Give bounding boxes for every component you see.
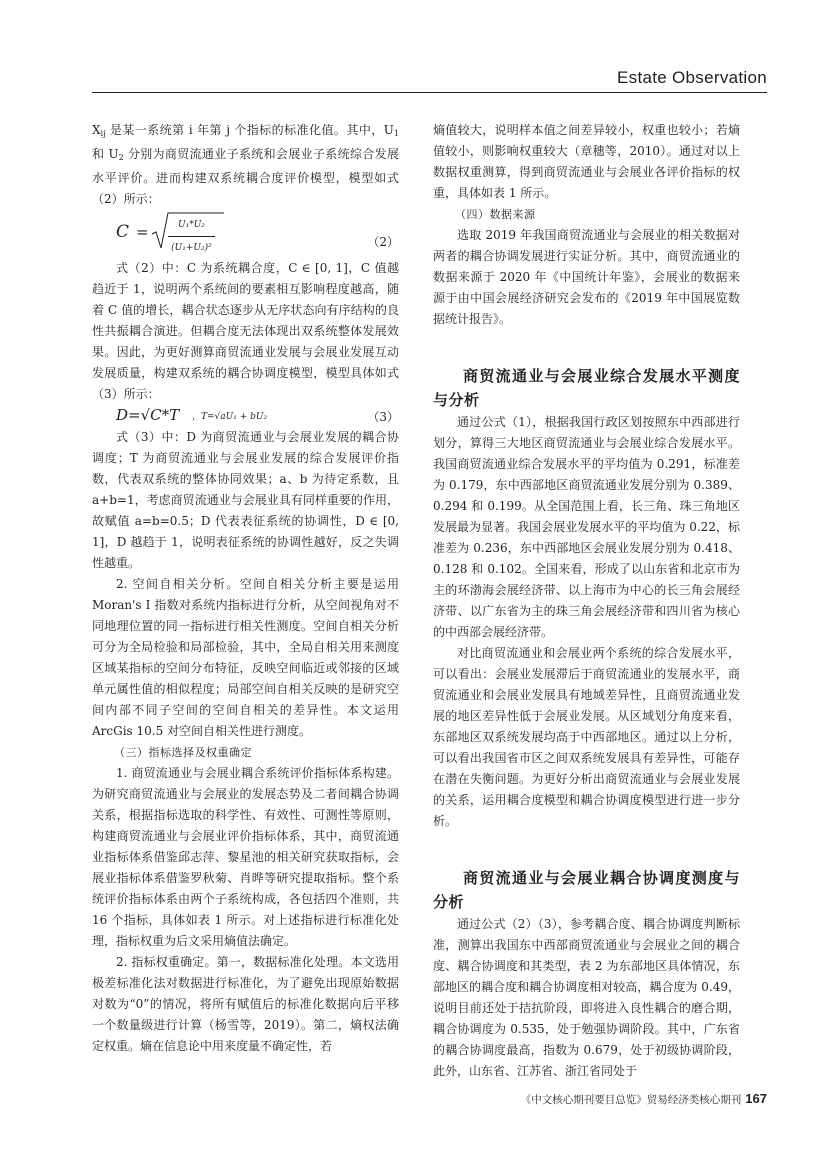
section-heading-data-source: （四）数据来源 bbox=[455, 208, 536, 221]
paragraph-indicator-system: 1. 商贸流通业与会展业耦合系统评价指标体系构建。为研究商贸流通业与会展业的发展态势及二者间耦合协调关系，根据指标选取的科学性、有效性、可测性等原则，构建商贸流通业与会展业评价指标体系，其中，商贸流通业指标体系借鉴邱志萍、黎星池的相关研究获取指标，会展业指标体系借鉴罗秋菊、肖晔等研究提取指标。整个系统评价指标体系由两个子系统构成，各包括四个准则，共 16 个指标，具体如表 1 所示。对上述指标进行标准化处理，指标权重为后文采用熵值法确定。 bbox=[92, 766, 399, 948]
running-header-title: Estate Observation bbox=[617, 68, 767, 87]
paragraph-spatial-autocorrelation: 2. 空间自相关分析。空间自相关分析主要是运用 Moran's I 指数对系统内指标进行分析，从空间视角对不同地理位置的同一指标进行相关性测度。空间自相关分析可分为全局检验和局部检验，其中，全局自相关用来测度区域某指标的空间分布特征，反映空间临近或邻接的区域单元属性值的相似程度；局部空间自相关反映的是研究空间内部不同子空间的空间自相关的差异性。本文运用 ArcGis 10.5 对空间自相关性进行测度。 bbox=[92, 577, 399, 738]
paragraph-coupling-explanation: 式（2）中：C 为系统耦合度，C ∈ [0, 1]，C 值越趋近于 1，说明两个系统间的要素相互影响程度越高，随着 C 值的增长，耦合状态逐步从无序状态向有序结构的良性共振耦合演进。但耦合度无法体现出双系统整体发展效果。因此，为更好测算商贸流通业发展与会展业发展互动发展质量，构建双系统的耦合协调度模型，模型具体如式（3）所示： bbox=[92, 261, 399, 401]
footer-journal: 《中文核心期刊要目总览》贸易经济类核心期刊 bbox=[520, 1094, 742, 1106]
paragraph-coupling-results: 通过公式（2）（3），参考耦合度、耦合协调度判断标准，测算出我国东中西部商贸流通业与会展业之间的耦合度、耦合协调度和其类型，表 2 为东部地区具体情况，东部地区的耦合度和耦合协调度相对较高，耦合度为 0.49，说明目前还处于拮抗阶段，即将进入良性耦合的磨合期，耦合协调度为 0.535，处于勉强协调阶段。其中，广东省的耦合协调度最高，指数为 0.679，处于初级协调阶段，此外，山东省、江苏省、浙江省同处于 bbox=[433, 917, 740, 1078]
paragraph-coordination-explanation: 式（3）中：D 为商贸流通业与会展业发展的耦合协调度；T 为商贸流通业与会展业发展的综合发展评价指数，代表双系统的整体协同效果；a、b 为待定系数，且 a+b=1，考虑商贸流通业与会展业具有同样重要的作用，故赋值 a=b=0.5；D 代表表征系统的协调性，D ∈ [0, 1]，D 越趋于 1，说明表征系统的协调性越好，反之失调性越重。 bbox=[92, 430, 399, 570]
section-heading-indicators: （三）指标选择及权重确定 bbox=[114, 746, 252, 759]
formula-2-fraction: $\frac{\text{U₁*U₂}}{\text{(U₁+U₂)²}}$ bbox=[168, 215, 215, 259]
paragraph-data-source: 选取 2019 年我国商贸流通业与会展业的相关数据对两者的耦合协调发展进行实证分析。其中，商贸流通业的数据来源于 2020 年《中国统计年鉴》，会展业的数据来源于由中国会展经济研究会发布的《2019 年中国展览数据统计报告》。 bbox=[433, 228, 740, 326]
paragraph-symbol-definition: $X_{ij}$ 是某一系统第 i 年第 j 个指标的标准化值。其中，$U_1$ 和 $U_2$ 分别为商贸流通业子系统和会展业子系统综合发展水平评价。进而构建双系统耦合度评价模型，模型如式（2）所示： bbox=[92, 123, 399, 206]
formula-2: C = $\frac{\text{U₁*U₂}}{\text{(U₁+U₂)²}}$ （2） bbox=[92, 212, 399, 258]
formula-3: D=√C*T ，T=√aU₁ + bU₂ （3） bbox=[92, 405, 399, 427]
page-footer bbox=[521, 1091, 767, 1107]
paragraph-entropy-continued: 熵值较大，说明样本值之间差异较小，权重也较小；若熵值较小，则影响权重较大（章穗等，2010）。通过对以上数据权重测算，得到商贸流通业与会展业各评价指标的权重，具体如表 1 所示。 bbox=[433, 123, 740, 200]
paragraph-comparison: 对比商贸流通业和会展业两个系统的综合发展水平，可以看出：会展业发展滞后于商贸流通业的发展水平，商贸流通业和会展业发展具有地域差异性，且商贸流通业发展的地区差异性低于会展业发展。从区域划分角度来看，东部地区双系统发展均高于中西部地区。通过以上分析，可以看出我国省市区之间双系统发展具有差异性，可能存在潜在失衡问题。为更好分析出商贸流通业与会展业发展的关系，运用耦合度模型和耦合协调度模型进行进一步分析。 bbox=[433, 646, 740, 828]
formula-2-number: （2） bbox=[367, 235, 399, 249]
right-column bbox=[433, 120, 740, 1082]
formula-3-number: （3） bbox=[367, 410, 399, 424]
left-column bbox=[92, 120, 399, 1057]
paragraph-development-level: 通过公式（1），根据我国行政区划按照东中西部进行划分，算得三大地区商贸流通业与会展业综合发展水平。我国商贸流通业综合发展水平的平均值为 0.291，标准差为 0.179，东中西部地区商贸流通业发展分别为 0.389、0.294 和 0.199。从全国范围上看，长三角、珠三角地区发展最为显著。我国会展业发展水平的平均值为 0.22，标准差为 0.236，东中西部地区会展业发展分别为 0.418、0.128 和 0.102。全国来看，形成了以山东省和北京市为主的环渤海会展经济带、以上海市为中心的长三角会展经济带、以广东省为主的珠三角会展经济带和四川省为核心的中西部会展经济带。 bbox=[433, 415, 740, 639]
page-number: 167 bbox=[745, 1091, 767, 1106]
heading-coupling-coordination: 商贸流通业与会展业耦合协调度测度与分析 bbox=[433, 869, 740, 911]
paragraph-weight-determination: 2. 指标权重确定。第一，数据标准化处理。本文选用极差标准化法对数据进行标准化，为了避免出现原始数据对数为“0”的情况，将所有赋值后的标准化数据向后平移一个数量级进行计算（杨雪等，2019）。第二，熵权法确定权重。熵在信息论中用来度量不确定性，若 bbox=[92, 955, 399, 1053]
header-rule bbox=[92, 92, 767, 93]
heading-development-level: 商贸流通业与会展业综合发展水平测度与分析 bbox=[433, 367, 740, 409]
